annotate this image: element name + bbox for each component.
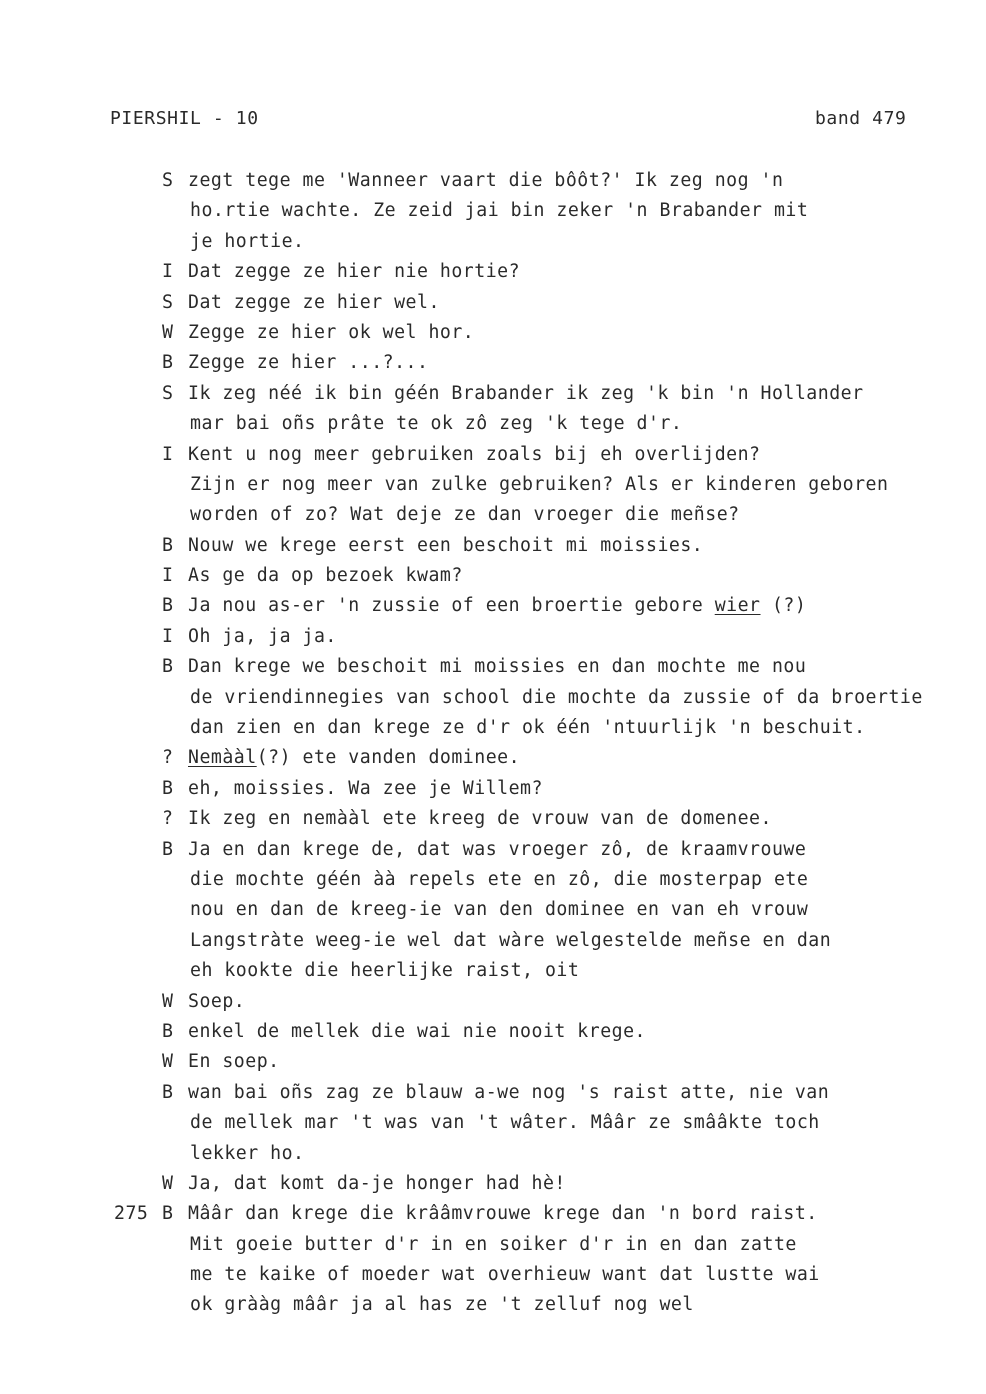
line-text-main: ho.rtie wachte. Ze zeid jai bin zeker 'n Brabander mit xyxy=(190,200,809,222)
transcript-line xyxy=(110,1230,980,1260)
line-text xyxy=(190,683,923,713)
speaker-code: S xyxy=(162,170,174,191)
line-text xyxy=(188,379,864,409)
transcript-line xyxy=(110,1260,980,1290)
transcript-line xyxy=(110,683,980,713)
line-text xyxy=(190,1108,820,1138)
line-text xyxy=(190,865,808,895)
line-text xyxy=(190,1260,820,1290)
line-text-main: worden of zo? Wat deje ze dan vroeger die meñse? xyxy=(190,504,740,526)
line-text xyxy=(188,440,761,470)
transcript-line xyxy=(110,1199,980,1229)
speaker-code: B xyxy=(162,777,174,799)
transcript-line xyxy=(110,1017,980,1047)
line-text-main: ok grààg mââr ja al has ze 't zelluf nog wel xyxy=(190,1294,694,1316)
speaker-code: S xyxy=(162,382,174,404)
line-text-main: Dat zegge ze hier wel. xyxy=(188,291,440,313)
line-text-after: (?) ete vanden dominee. xyxy=(256,747,521,769)
line-text-main: Mââr dan krege die krââmvrouwe krege dan 'n bord raist. xyxy=(188,1203,818,1225)
line-text-main: Ja nou as-er 'n zussie of een broertie gebore xyxy=(188,595,715,617)
speaker-code: I xyxy=(162,261,174,283)
line-text-main: Ja, dat komt da-je honger had hè! xyxy=(188,1172,566,1194)
transcript-line xyxy=(110,440,980,470)
line-text-main: enkel de mellek die wai nie nooit krege. xyxy=(188,1020,646,1042)
speaker-code: ? xyxy=(162,747,174,769)
transcript-line xyxy=(110,956,980,986)
line-text-main: Nouw we krege eerst een beschoit mi moissies. xyxy=(188,534,704,556)
line-text-main: lekker ho. xyxy=(190,1142,305,1164)
transcript-line xyxy=(110,379,980,409)
line-text xyxy=(188,1047,280,1077)
transcript-body xyxy=(110,166,980,1321)
transcript-line xyxy=(110,713,980,743)
line-text-main: mar bai oñs prâte te ok zô zeg 'k tege d'r. xyxy=(190,413,683,435)
page-header-tape: band 479 xyxy=(815,108,907,129)
speaker-code: ? xyxy=(162,808,174,830)
page-header-title: PIERSHIL - 10 xyxy=(110,108,259,129)
speaker-code: B xyxy=(162,656,174,678)
transcript-line xyxy=(110,743,980,773)
transcript-line xyxy=(110,561,980,591)
transcript-line xyxy=(110,774,980,804)
transcript-line xyxy=(110,865,980,895)
line-text-main: Soep. xyxy=(188,990,246,1012)
line-text-main: Zegge ze hier ...?... xyxy=(188,352,429,374)
speaker-code: W xyxy=(162,1051,174,1073)
transcript-line xyxy=(110,531,980,561)
speaker-code: S xyxy=(162,291,174,313)
transcript-line xyxy=(110,987,980,1017)
transcript-line xyxy=(110,288,980,318)
line-text xyxy=(188,257,520,287)
line-text-main: je hortie. xyxy=(190,230,305,252)
transcript-line xyxy=(110,1290,980,1320)
transcript-line xyxy=(110,318,980,348)
line-text xyxy=(190,1290,694,1320)
line-text xyxy=(188,166,783,196)
line-text xyxy=(188,743,520,773)
transcript-line xyxy=(110,348,980,378)
line-text-main: Ja en dan krege de, dat was vroeger zô, de kraamvrouwe xyxy=(188,838,807,860)
line-text-main: eh kookte die heerlijke raist, oit xyxy=(190,960,580,982)
transcript-line xyxy=(110,1139,980,1169)
transcript-line xyxy=(110,500,980,530)
line-text xyxy=(188,591,806,621)
line-text-after: (?) xyxy=(760,595,807,617)
line-text-main: Mit goeie butter d'r in en soiker d'r in en dan zatte xyxy=(190,1233,797,1255)
speaker-code: B xyxy=(162,1081,174,1103)
speaker-code: I xyxy=(162,443,174,465)
line-text xyxy=(188,987,245,1017)
speaker-code: W xyxy=(162,990,174,1012)
transcript-line xyxy=(110,196,980,226)
line-text-main: dan zien en dan krege ze d'r ok één 'ntuurlijk 'n beschuit. xyxy=(190,717,866,739)
line-text xyxy=(188,1169,566,1199)
line-text-main: de mellek mar 't was van 't wâter. Mââr ze smââkte toch xyxy=(190,1112,820,1134)
line-text-main: nou en dan de kreeg-ie van den dominee en van eh vrouw xyxy=(190,899,809,921)
transcript-line xyxy=(110,835,980,865)
line-text-main: Dan krege we beschoit mi moissies en dan mochte me nou xyxy=(188,656,807,678)
line-text xyxy=(190,895,808,925)
transcript-line xyxy=(110,409,980,439)
underlined-word: wier xyxy=(714,595,761,617)
line-text-main: Zijn er nog meer van zulke gebruiken? Als er kinderen geboren xyxy=(190,473,889,495)
speaker-code: B xyxy=(162,595,174,617)
speaker-code: B xyxy=(162,352,174,374)
line-text xyxy=(188,804,772,834)
transcript-line xyxy=(110,591,980,621)
speaker-code: B xyxy=(162,534,174,556)
line-number: 275 xyxy=(114,1203,149,1225)
transcript-line xyxy=(110,926,980,956)
line-text-main: Ik zeg en nemààl ete kreeg de vrouw van de domenee. xyxy=(188,808,772,830)
line-text-main: Dat zegge ze hier nie hortie? xyxy=(188,261,521,283)
transcript-line xyxy=(110,1078,980,1108)
speaker-code: W xyxy=(162,321,174,343)
underlined-word: Nemààl xyxy=(188,747,257,769)
line-text xyxy=(188,348,428,378)
line-text xyxy=(188,1017,646,1047)
speaker-code: I xyxy=(162,625,174,647)
line-text-main: die mochte géén àà repels ete en zô, die mosterpap ete xyxy=(190,868,809,890)
line-text-main: eh, moissies. Wa zee je Willem? xyxy=(188,777,543,799)
line-text-main: zegt tege me 'Wanneer vaart die bôôt?' Ik zeg nog 'n xyxy=(188,170,784,191)
line-text-main: de vriendinnegies van school die mochte da zussie of da broertie xyxy=(190,686,923,708)
line-text xyxy=(188,531,703,561)
line-text-main: Oh ja, ja ja. xyxy=(188,625,337,647)
line-text xyxy=(190,926,831,956)
speaker-code: I xyxy=(162,565,174,587)
line-text-main: wan bai oñs zag ze blauw a-we nog 's raist atte, nie van xyxy=(188,1081,830,1103)
line-text-main: En soep. xyxy=(188,1051,280,1073)
transcript-line xyxy=(110,804,980,834)
line-text-main: Langstràte weeg-ie wel dat wàre welgestelde meñse en dan xyxy=(190,929,832,951)
line-text xyxy=(188,318,474,348)
speaker-code: B xyxy=(162,1203,174,1225)
line-text xyxy=(188,652,806,682)
transcript-line xyxy=(110,895,980,925)
line-text xyxy=(188,774,543,804)
transcript-line xyxy=(110,622,980,652)
line-text xyxy=(190,1230,797,1260)
line-text-main: Zegge ze hier ok wel hor. xyxy=(188,321,475,343)
transcript-line xyxy=(110,470,980,500)
transcript-line xyxy=(110,227,980,257)
transcript-line xyxy=(110,1108,980,1138)
line-text xyxy=(190,713,866,743)
line-text xyxy=(188,622,337,652)
transcript-line xyxy=(110,257,980,287)
line-text-main: me te kaike of moeder wat overhieuw want dat lustte wai xyxy=(190,1264,820,1286)
transcript-line xyxy=(110,1169,980,1199)
line-text xyxy=(188,561,463,591)
line-text xyxy=(188,835,806,865)
line-text-main: Ik zeg néé ik bin géén Brabander ik zeg 'k bin 'n Hollander xyxy=(188,382,864,404)
speaker-code: B xyxy=(162,838,174,860)
line-text xyxy=(188,1199,818,1229)
line-text xyxy=(190,1139,305,1169)
speaker-code: B xyxy=(162,1020,174,1042)
transcript-line xyxy=(110,652,980,682)
transcript-line xyxy=(110,166,980,196)
line-text xyxy=(190,470,888,500)
line-text xyxy=(188,288,440,318)
line-text-main: As ge da op bezoek kwam? xyxy=(188,565,463,587)
line-text xyxy=(190,409,682,439)
line-text xyxy=(190,500,740,530)
line-text xyxy=(190,227,305,257)
speaker-code: W xyxy=(162,1172,174,1194)
line-text-main: Kent u nog meer gebruiken zoals bij eh overlijden? xyxy=(188,443,761,465)
line-text xyxy=(190,196,808,226)
line-text xyxy=(190,956,579,986)
transcript-line xyxy=(110,1047,980,1077)
line-text xyxy=(188,1078,829,1108)
